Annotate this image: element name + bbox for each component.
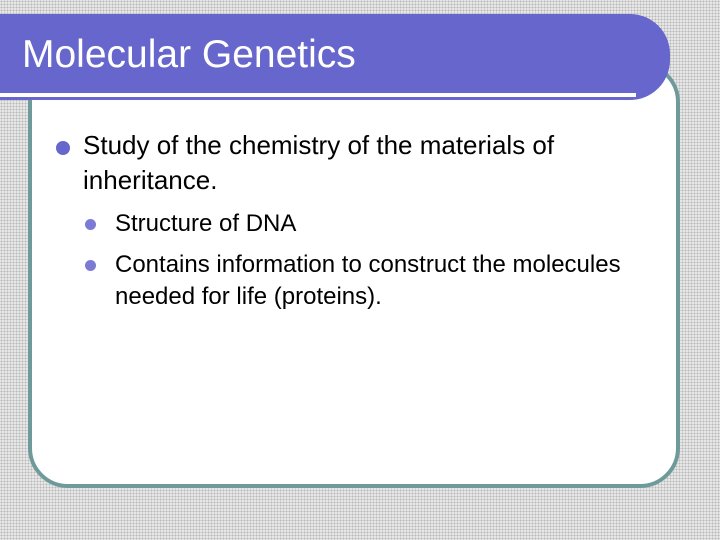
slide-content bbox=[52, 128, 672, 322]
sub-bullet-text: Structure of DNA bbox=[115, 210, 297, 237]
bullet-text: Study of the chemistry of the materials of inheritance. bbox=[83, 130, 555, 195]
sub-bullet-text: Contains information to construct the molecules needed for life (proteins). bbox=[115, 251, 621, 310]
bullet-dot-icon bbox=[85, 219, 96, 230]
title-underline bbox=[0, 93, 636, 97]
bullet-dot-icon bbox=[85, 260, 96, 271]
sub-bullet-item bbox=[83, 208, 672, 240]
sub-bullet-item bbox=[83, 249, 672, 313]
slide-title: Molecular Genetics bbox=[22, 33, 356, 76]
bullet-dot-icon bbox=[56, 141, 70, 155]
sub-bullet-list bbox=[52, 208, 672, 313]
bullet-item bbox=[52, 128, 672, 198]
